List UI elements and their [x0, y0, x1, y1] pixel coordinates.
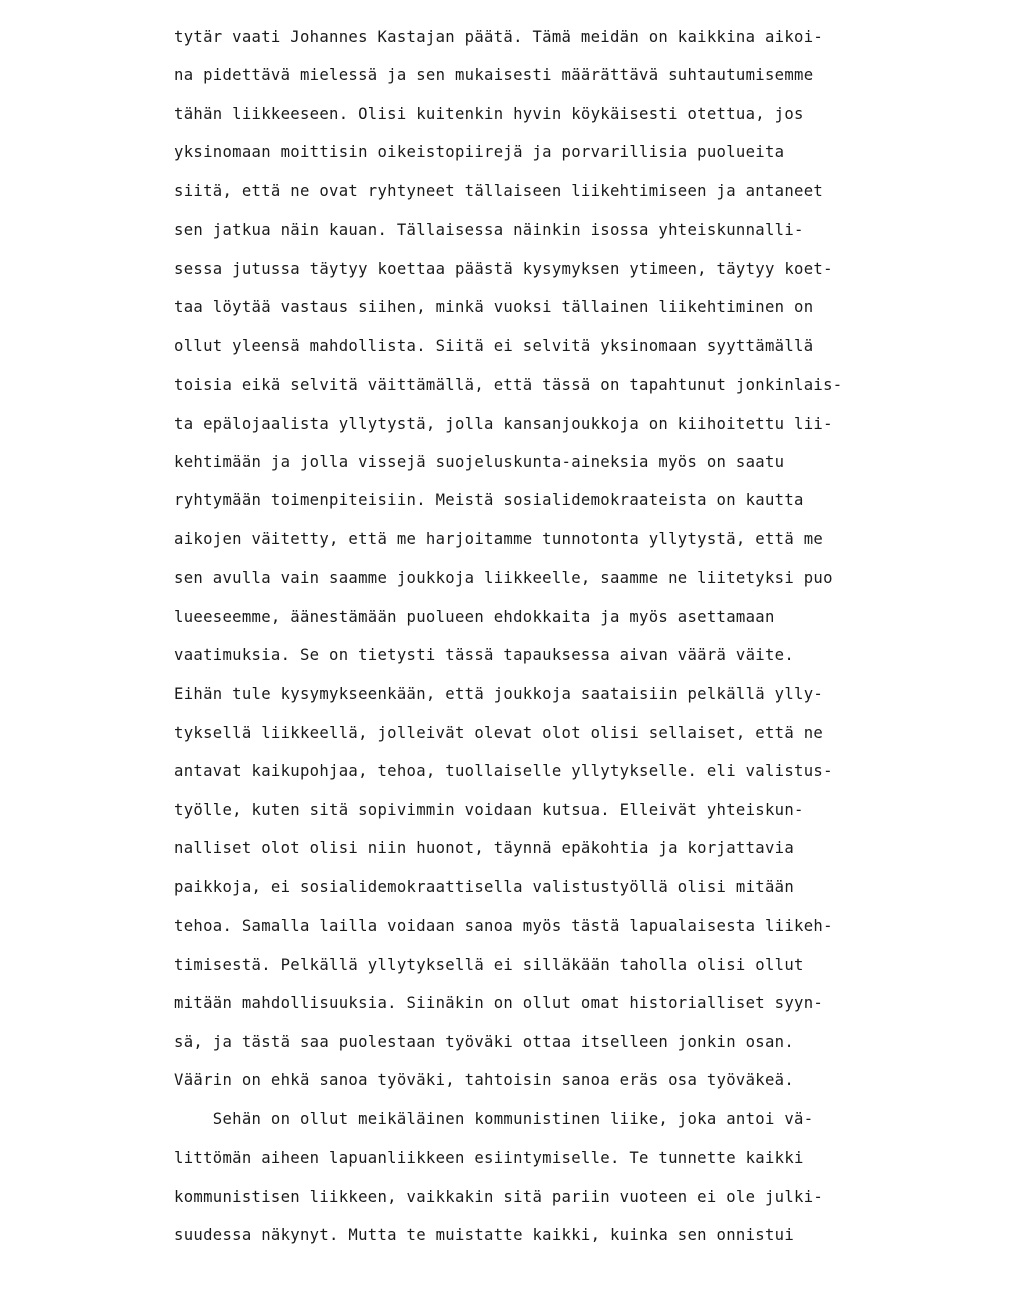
- text-line: Eihän tule kysymykseenkään, että joukkoja saataisiin pelkällä ylly-: [174, 685, 824, 703]
- text-line: Sehän on ollut meikäläinen kommunistinen liike, joka antoi vä-: [174, 1110, 814, 1128]
- text-line: vaatimuksia. Se on tietysti tässä tapauksessa aivan väärä väite.: [174, 646, 795, 664]
- text-line: aikojen väitetty, että me harjoitamme tunnotonta yllytystä, että me: [174, 530, 824, 548]
- text-line: kehtimään ja jolla vissejä suojeluskunta-aineksia myös on saatu: [174, 453, 785, 471]
- text-line: yksinomaan moittisin oikeistopiirejä ja porvarillisia puolueita: [174, 143, 785, 161]
- text-line: sä, ja tästä saa puolestaan työväki ottaa itselleen jonkin osan.: [174, 1033, 795, 1051]
- text-line: littömän aiheen lapuanliikkeen esiintymiselle. Te tunnette kaikki: [174, 1149, 804, 1167]
- text-line: tähän liikkeeseen. Olisi kuitenkin hyvin köykäisesti otettua, jos: [174, 105, 804, 123]
- text-line: tyksellä liikkeellä, jolleivät olevat olot olisi sellaiset, että ne: [174, 724, 824, 742]
- text-line: sessa jutussa täytyy koettaa päästä kysymyksen ytimeen, täytyy koet-: [174, 260, 833, 278]
- text-line: antavat kaikupohjaa, tehoa, tuollaiselle yllytykselle. eli valistus-: [174, 762, 833, 780]
- text-line: lueeseemme, äänestämään puolueen ehdokkaita ja myös asettamaan: [174, 608, 775, 626]
- text-line: tytär vaati Johannes Kastajan päätä. Tämä meidän on kaikkina aikoi-: [174, 28, 824, 46]
- text-line: taa löytää vastaus siihen, minkä vuoksi tällainen liikehtiminen on: [174, 298, 814, 316]
- text-line: ollut yleensä mahdollista. Siitä ei selvitä yksinomaan syyttämällä: [174, 337, 814, 355]
- text-line: tehoa. Samalla lailla voidaan sanoa myös tästä lapualaisesta liikeh-: [174, 917, 833, 935]
- text-line: paikkoja, ei sosialidemokraattisella valistustyöllä olisi mitään: [174, 878, 795, 896]
- text-line: nalliset olot olisi niin huonot, täynnä epäkohtia ja korjattavia: [174, 839, 795, 857]
- text-line: kommunistisen liikkeen, vaikkakin sitä pariin vuoteen ei ole julki-: [174, 1188, 824, 1206]
- text-line: ta epälojaalista yllytystä, jolla kansanjoukkoja on kiihoitettu lii-: [174, 415, 833, 433]
- text-line: mitään mahdollisuuksia. Siinäkin on ollut omat historialliset syyn-: [174, 994, 824, 1012]
- text-line: timisestä. Pelkällä yllytyksellä ei silläkään taholla olisi ollut: [174, 956, 804, 974]
- text-line: sen jatkua näin kauan. Tällaisessa näinkin isossa yhteiskunnalli-: [174, 221, 804, 239]
- text-line: siitä, että ne ovat ryhtyneet tällaiseen liikehtimiseen ja antaneet: [174, 182, 824, 200]
- text-line: ryhtymään toimenpiteisiin. Meistä sosialidemokraateista on kautta: [174, 491, 804, 509]
- text-line: sen avulla vain saamme joukkoja liikkeelle, saamme ne liitetyksi puo: [174, 569, 833, 587]
- text-line: Väärin on ehkä sanoa työväki, tahtoisin sanoa eräs osa työväkeä.: [174, 1071, 795, 1089]
- text-line: na pidettävä mielessä ja sen mukaisesti määrättävä suhtautumisemme: [174, 66, 814, 84]
- text-line: työlle, kuten sitä sopivimmin voidaan kutsua. Elleivät yhteiskun-: [174, 801, 804, 819]
- text-line: suudessa näkynyt. Mutta te muistatte kaikki, kuinka sen onnistui: [174, 1226, 795, 1244]
- text-line: toisia eikä selvitä väittämällä, että tässä on tapahtunut jonkinlais-: [174, 376, 843, 394]
